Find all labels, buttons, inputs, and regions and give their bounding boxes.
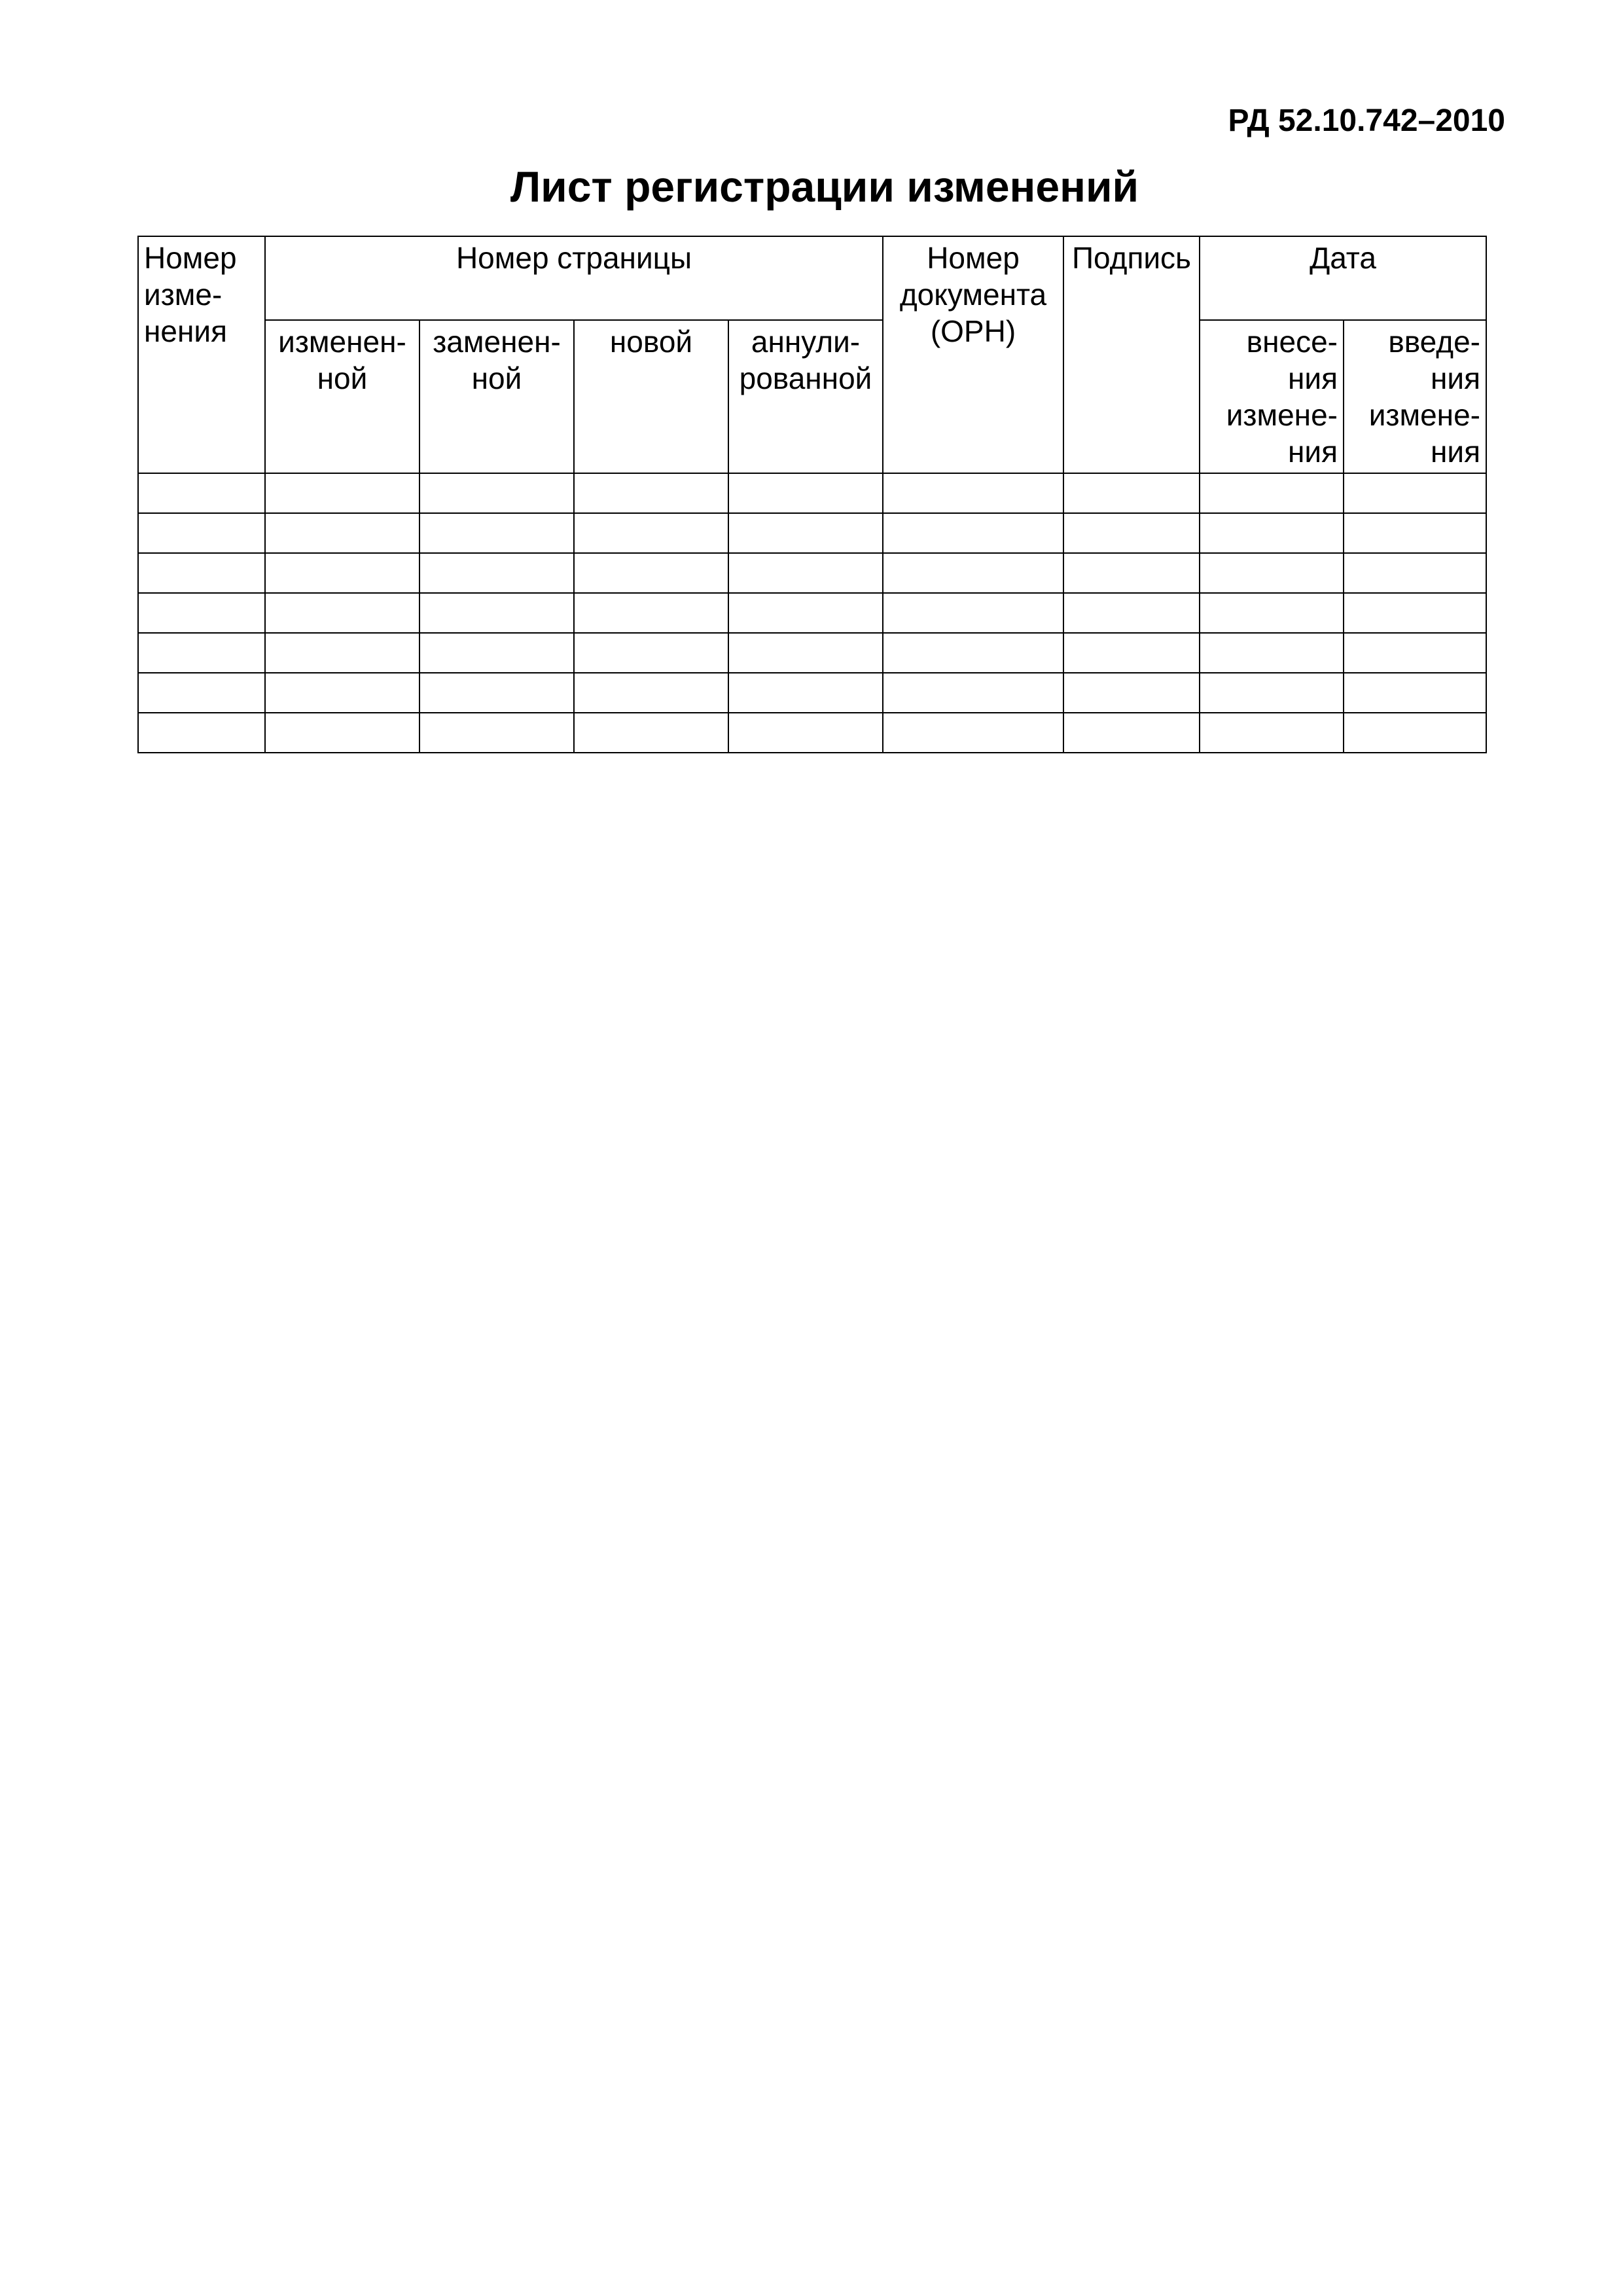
table-cell: [728, 513, 883, 553]
table-cell: [265, 473, 419, 513]
table-cell: [1063, 513, 1200, 553]
table-cell: [728, 553, 883, 593]
change-registration-table: [137, 236, 1487, 753]
table-cell: [419, 553, 574, 593]
table-cell: [1344, 553, 1486, 593]
header-signature: Подпись: [1063, 236, 1200, 473]
table-cell: [1063, 593, 1200, 633]
table-row: [138, 553, 1486, 593]
table-cell: [419, 673, 574, 713]
table-cell: [265, 633, 419, 673]
header-page-changed: изменен- ной: [265, 320, 419, 473]
table-cell: [574, 593, 728, 633]
table-cell: [138, 713, 265, 753]
table-cell: [883, 593, 1063, 633]
table-cell: [265, 513, 419, 553]
table-row: [138, 473, 1486, 513]
table-cell: [1344, 513, 1486, 553]
table-cell: [574, 633, 728, 673]
table-cell: [265, 593, 419, 633]
table-cell: [138, 553, 265, 593]
header-date-effective: введе- ния измене- ния: [1344, 320, 1486, 473]
table-cell: [1200, 513, 1344, 553]
table-cell: [728, 473, 883, 513]
table-cell: [1200, 633, 1344, 673]
table-cell: [1063, 673, 1200, 713]
table-cell: [265, 673, 419, 713]
table-cell: [419, 513, 574, 553]
header-page-new: новой: [574, 320, 728, 473]
header-document-number: Номер документа (ОРН): [883, 236, 1063, 473]
table-cell: [728, 593, 883, 633]
table-cell: [883, 633, 1063, 673]
table-cell: [1063, 473, 1200, 513]
table-cell: [1063, 633, 1200, 673]
header-change-number: Номер изме- нения: [138, 236, 265, 473]
table-cell: [728, 633, 883, 673]
table-cell: [883, 513, 1063, 553]
table-cell: [1344, 473, 1486, 513]
table-cell: [574, 553, 728, 593]
table-cell: [883, 673, 1063, 713]
table-cell: [1200, 473, 1344, 513]
table-cell: [1344, 713, 1486, 753]
table-cell: [138, 513, 265, 553]
table-cell: [883, 473, 1063, 513]
table-cell: [1344, 673, 1486, 713]
table-cell: [1200, 553, 1344, 593]
table-cell: [419, 633, 574, 673]
table-row: [138, 713, 1486, 753]
table-cell: [574, 673, 728, 713]
document-code: РД 52.10.742–2010: [1228, 103, 1505, 138]
table-cell: [574, 713, 728, 753]
table-cell: [728, 713, 883, 753]
table-cell: [1063, 553, 1200, 593]
table-cell: [728, 673, 883, 713]
table-cell: [1200, 593, 1344, 633]
header-page-replaced: заменен- ной: [419, 320, 574, 473]
table-cell: [1344, 633, 1486, 673]
table-cell: [138, 473, 265, 513]
table-cell: [574, 513, 728, 553]
table-cell: [265, 553, 419, 593]
table-cell: [138, 673, 265, 713]
table-cell: [138, 593, 265, 633]
header-page-annulled: аннули- рованной: [728, 320, 883, 473]
table-row: [138, 633, 1486, 673]
table-header-row: [138, 236, 1486, 320]
table-cell: [419, 713, 574, 753]
table-row: [138, 513, 1486, 553]
table-subheader-row: [138, 320, 1486, 473]
table-cell: [265, 713, 419, 753]
table-cell: [883, 553, 1063, 593]
table-cell: [419, 593, 574, 633]
table-row: [138, 593, 1486, 633]
table-cell: [883, 713, 1063, 753]
table-cell: [1063, 713, 1200, 753]
table-cell: [419, 473, 574, 513]
table-row: [138, 673, 1486, 713]
table-cell: [1200, 713, 1344, 753]
table-cell: [138, 633, 265, 673]
header-date-entry: внесе- ния измене- ния: [1200, 320, 1344, 473]
table-cell: [1200, 673, 1344, 713]
header-date: Дата: [1200, 236, 1486, 320]
header-page-number: Номер страницы: [265, 236, 883, 320]
table-cell: [574, 473, 728, 513]
page-title: Лист регистрации изменений: [510, 162, 1139, 211]
table-cell: [1344, 593, 1486, 633]
table-body: [138, 473, 1486, 753]
